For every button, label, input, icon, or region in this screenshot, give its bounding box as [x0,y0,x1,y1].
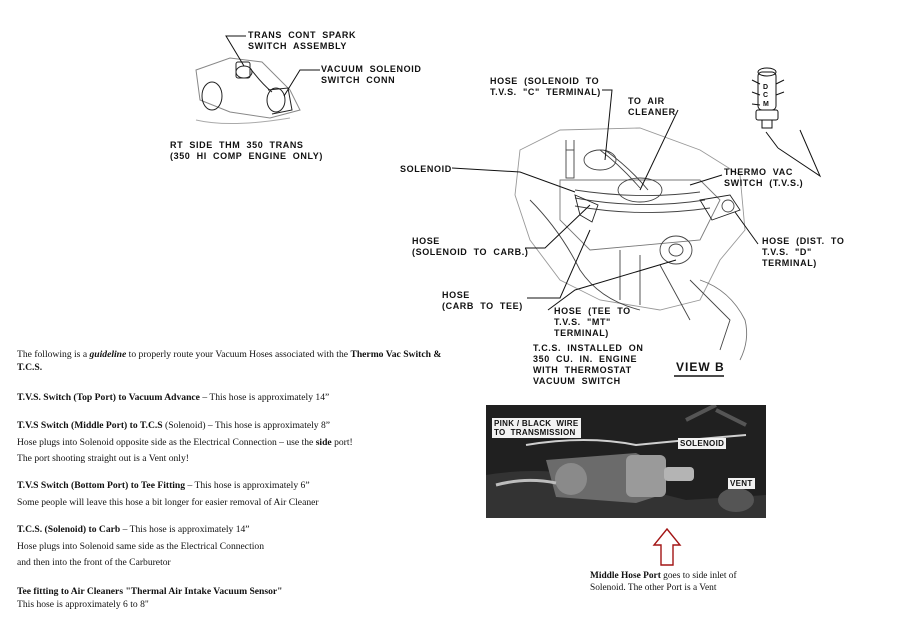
instruction-tee-air-cleaner: Tee fitting to Air Cleaners "Thermal Air Intake Vacuum Sensor" This hose is approximately 6 to 8" [17,586,283,610]
trans-switch-drawing [196,58,300,124]
vacuum-solenoid-label: VACUUM SOLENOID SWITCH CONN [321,64,422,85]
thermo-vac-switch-label: THERMO VAC SWITCH (T.V.S.) [724,167,804,188]
intro-paragraph: The following is a guideline to properly route your Vacuum Hoses associated with the Thermo Vac Switch & T.C.S. [17,349,442,373]
instruction-top-port: T.V.S. Switch (Top Port) to Vacuum Advance – This hose is approximately 14” [17,392,330,403]
hose-carb-tee-label: HOSE (CARB TO TEE) [442,290,523,311]
hose-dist-tvs-d-label: HOSE (DIST. TO T.V.S. "D" TERMINAL) [762,236,845,268]
instruction-bottom-port: T.V.S Switch (Bottom Port) to Tee Fitting – This hose is approximately 6” Some people will leave this hose a bit longer for easier removal of Air Cleaner [17,480,319,508]
instruction-middle-port: T.V.S Switch (Middle Port) to T.C.S (Solenoid) – This hose is approximately 8” Hose plugs into Solenoid opposite side as the Electrical Connection – use the side port! The port shooting straight out is a Vent only! [17,420,353,464]
photo-solenoid-label: SOLENOID [680,439,725,448]
view-b-label: VIEW B [676,360,725,374]
rt-side-caption: RT SIDE THM 350 TRANS (350 HI COMP ENGINE ONLY) [170,140,323,161]
pink-black-wire-label: PINK / BLACK WIRE TO TRANSMISSION [494,419,579,437]
diagram-leader-lines [452,90,820,310]
to-air-cleaner-label: TO AIR CLEANER [628,96,676,117]
up-arrow-icon [654,529,680,565]
instruction-tcs-carb: T.C.S. (Solenoid) to Carb – This hose is approximately 14” Hose plugs into Solenoid same side as the Electrical Connection and then into the front of the Carburetor [17,524,264,568]
hose-solenoid-carb-label: HOSE (SOLENOID TO CARB.) [412,236,529,257]
solenoid-photo [486,405,766,518]
hose-solenoid-tvs-c-label: HOSE (SOLENOID TO T.V.S. "C" TERMINAL) [490,76,601,97]
tcs-installed-caption: T.C.S. INSTALLED ON 350 CU. IN. ENGINE WITH THERMOSTAT VACUUM SWITCH [533,343,644,386]
hose-tee-tvs-mt-label: HOSE (TEE TO T.V.S. "MT" TERMINAL) [554,306,631,338]
photo-vent-label: VENT [730,479,753,488]
photo-caption: Middle Hose Port goes to side inlet of Solenoid. The other Port is a Vent [590,571,737,593]
trans-cont-spark-label: TRANS CONT SPARK SWITCH ASSEMBLY [248,30,357,51]
switch-letter-c: C [763,92,769,99]
switch-letter-m: M [763,101,769,108]
switch-letter-d: D [763,84,769,91]
solenoid-label: SOLENOID [400,164,452,174]
